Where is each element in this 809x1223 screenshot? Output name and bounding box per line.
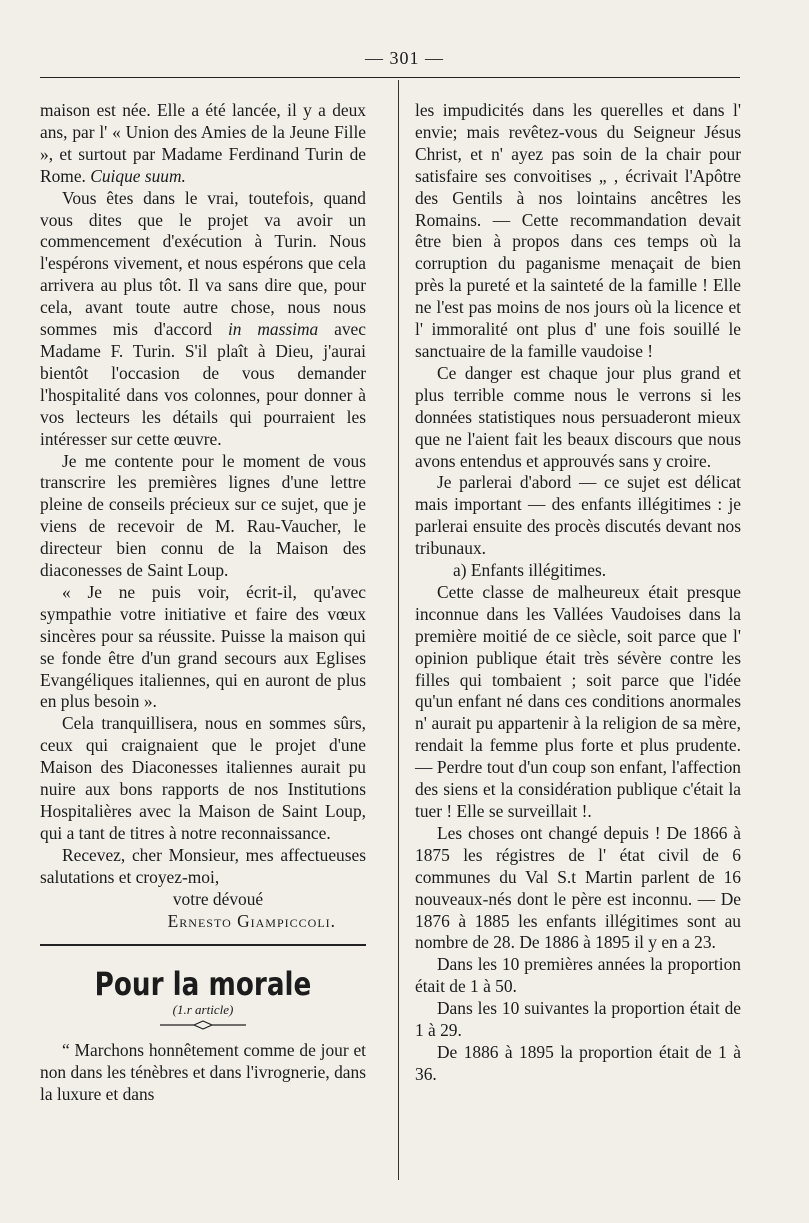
section-subtitle: (1.r article): [172, 1002, 234, 1018]
ornament-rule-icon: [158, 1020, 248, 1030]
paragraph: Ce danger est chaque jour plus grand et plus terrible comme nous le verrons si les données statistiques nous persuaderont mieux que ne l'aient fait les beaux discours que nous avons entendus et approuvés sans y croire.: [415, 362, 741, 471]
signature-greeting: votre dévoué: [172, 888, 264, 909]
subheading: a) Enfants illégitimes.: [453, 560, 607, 581]
closing-salutation: Recevez, cher Monsieur, mes affectueuses salutations et croyez-moi,: [40, 844, 366, 887]
page-number: — 301 —: [365, 48, 444, 68]
paragraph: Les choses ont changé depuis ! De 1866 à 1875 les régistres de l' état civil de 6 communes du Val S.t Martin parlent de 16 nouveaux-nés dont le père est inconnu. — De 1876 à 1885 les enfants illégitimes sont au nombre de 28. De 1886 à 1895 il y en a 23.: [415, 822, 741, 953]
column-divider: [398, 80, 399, 1180]
quoted-letter: « Je ne puis voir, écrit-il, qu'avec sympathie votre initiative et faire des vœux sincères pour sa réussite. Puisse la maison qui se fonde être d'un grand secours aux Eglises Evangéliques italiennes, qui en auront de plus en plus besoin ».: [40, 581, 366, 712]
italian-phrase: in massima: [227, 319, 319, 340]
paragraph: les impudicités dans les querelles et dans l' envie; mais revêtez-vous du Seigneur Jésus Christ, et n' ayez pas soin de la chair pour satisfaire ses convoitises „ , écrivait l'Apôtre des Gentils à nos lointains ancêtres les Romains. — Cette recommandation devait être bien à propos dans ces temps où la corruption du paganisme menaçait de bien près la pureté et la sainteté de la famille ! Elle ne l'est pas moins de nos jours où la licence et l' immoralité ont plus d' une fois souillé le sanctuaire de la famille vaudoise !: [415, 100, 741, 361]
paragraph: maison est née. Elle a été lancée, il y a deux ans, par l' « Union des Amies de la Jeune Fille », et surtout par Madame Ferdinand Turin de Rome. Cuique suum.: [40, 100, 366, 186]
signature-name: Ernesto Giampiccoli.: [167, 910, 336, 931]
paragraph: Je parlerai d'abord — ce sujet est délicat mais important — des enfants illégitimes : je parlerai ensuite des procès discutés devant nos tribunaux.: [415, 472, 741, 559]
paragraph: De 1886 à 1895 la proportion était de 1 à 36.: [415, 1041, 741, 1084]
paragraph: Vous êtes dans le vrai, toutefois, quand vous dites que le projet va avoir un commencement d'exécution à Turin. Nous l'espérons vivement, et nous espérons que cela arrivera au plus tôt. Il va sans dire que, pour cela, avant toute autre chose, nous nous sommes mis d'accord in massima avec Madame F. Turin. S'il plaît à Dieu, j'aurai bientôt l'occasion de vous demander l'hospitalité dans vos colonnes, pour donner à vos lecteurs les détails qui pourraient les intéresser sur cette œuvre.: [40, 187, 366, 449]
left-column: [40, 100, 366, 1106]
right-column: [415, 100, 741, 1086]
header-rule: [40, 77, 740, 78]
paragraph: Dans les 10 suivantes la proportion était de 1 à 29.: [415, 998, 741, 1041]
section-title: Pour la morale: [94, 965, 312, 1004]
paragraph: Cela tranquillisera, nous en sommes sûrs, ceux qui craignaient que le projet d'une Maison des Diaconesses italiennes aurait pu nuire aux bons rapports de nos Institutions Hospitalières avec la Maison de Saint Loup, qui a tant de titres à notre reconnaissance.: [40, 713, 366, 843]
section-divider: [40, 944, 366, 946]
paragraph: Cette classe de malheureux était presque inconnue dans les Vallées Vaudoises dans la première moitié de ce siècle, soit parce que l' opinion publique était très sévère contre les filles qui tombaient ; soit parce que l'idée qu'un enfant né dans ces conditions anormales n' aurait pu appartenir à la religion de sa mère, rendait la femme plus forte et plus prudente. — Perdre tout d'un coup son enfant, l'affection des siens et la considération publique c'était la tuer ! Elle se surveillait !.: [415, 581, 741, 821]
paragraph: Je me contente pour le moment de vous transcrire les premières lignes d'une lettre pleine de conseils précieux sur ce sujet, que je viens de recevoir de M. Rau-Vaucher, le directeur bien connu de la Maison des diaconesses de Saint Loup.: [40, 450, 366, 581]
paragraph: Dans les 10 premières années la proportion était de 1 à 50.: [415, 954, 741, 997]
latin-phrase: Cuique suum.: [90, 165, 186, 186]
paragraph: “ Marchons honnêtement comme de jour et non dans les ténèbres et dans l'ivrognerie, dans la luxure et dans: [40, 1040, 366, 1105]
